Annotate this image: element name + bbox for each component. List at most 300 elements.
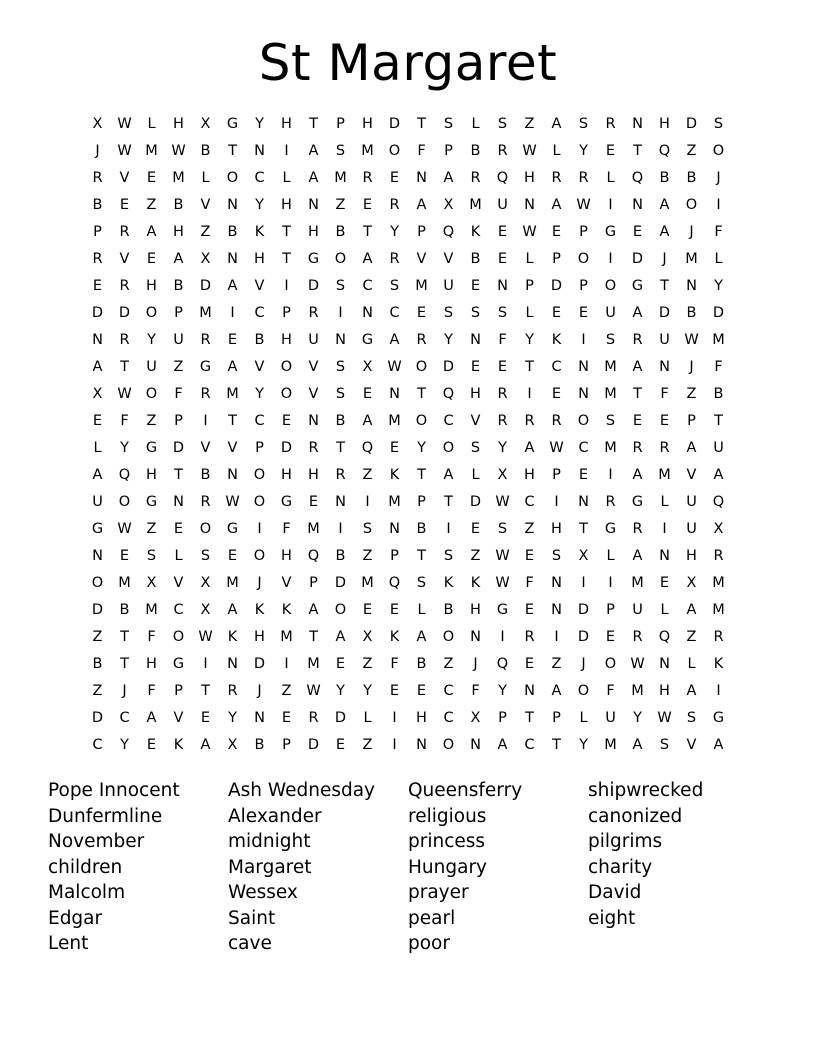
grid-letter: W (117, 116, 132, 132)
grid-letter: P (552, 251, 561, 267)
grid-letter: O (91, 575, 104, 591)
grid-letter: I (203, 413, 208, 429)
grid-letter: A (551, 116, 562, 132)
grid-letter: R (227, 683, 238, 699)
grid-letter: O (388, 143, 401, 159)
grid-letter: X (200, 116, 211, 132)
grid-letter: B (335, 224, 346, 240)
grid-letter: R (605, 494, 616, 510)
grid-letter: G (226, 116, 239, 132)
grid-letter: X (92, 386, 103, 402)
grid-row (84, 624, 732, 651)
grid-letter: A (659, 197, 670, 213)
grid-letter: H (686, 548, 697, 564)
grid-letter: B (443, 602, 454, 618)
grid-letter: D (577, 629, 590, 645)
grid-letter: V (200, 197, 211, 213)
grid-row (84, 516, 732, 543)
grid-letter: M (604, 737, 617, 753)
grid-letter: Y (255, 197, 264, 213)
grid-letter: Q (496, 170, 509, 186)
grid-letter: R (632, 629, 643, 645)
grid-row (84, 219, 732, 246)
grid-letter: O (442, 629, 455, 645)
grid-letter: M (226, 386, 239, 402)
grid-letter: U (308, 332, 319, 348)
grid-row (84, 111, 732, 138)
grid-letter: L (714, 251, 723, 267)
grid-letter: Y (336, 683, 345, 699)
grid-letter: N (227, 467, 238, 483)
grid-letter: I (581, 575, 586, 591)
word-column (48, 778, 228, 957)
grid-letter: Z (443, 656, 454, 672)
grid-letter: B (200, 467, 211, 483)
grid-letter: N (173, 494, 184, 510)
grid-letter: S (659, 737, 670, 753)
grid-letter: A (308, 143, 319, 159)
grid-letter: T (579, 521, 588, 537)
grid-letter: M (712, 602, 725, 618)
grid-letter: R (524, 629, 535, 645)
grid-letter: N (659, 548, 670, 564)
grid-letter: A (416, 629, 427, 645)
grid-letter: L (606, 548, 615, 564)
grid-letter: T (282, 224, 291, 240)
word-column (588, 778, 768, 957)
grid-letter: N (686, 278, 697, 294)
grid-letter: W (387, 359, 402, 375)
grid-letter: M (361, 575, 374, 591)
grid-letter: I (554, 494, 559, 510)
grid-letter: W (522, 224, 537, 240)
grid-letter: E (281, 413, 292, 429)
grid-letter: E (362, 386, 373, 402)
grid-letter: W (576, 197, 591, 213)
grid-letter: E (605, 143, 616, 159)
grid-letter: T (174, 467, 183, 483)
grid-letter: Y (633, 710, 642, 726)
grid-letter: P (579, 278, 588, 294)
grid-letter: S (713, 116, 724, 132)
grid-letter: I (527, 386, 532, 402)
word-list-item: eight (588, 907, 636, 929)
grid-letter: N (227, 197, 238, 213)
grid-letter: Z (362, 467, 373, 483)
grid-letter: E (146, 251, 157, 267)
grid-letter: S (497, 116, 508, 132)
grid-letter: X (362, 359, 373, 375)
grid-letter: G (145, 494, 158, 510)
grid-letter: A (632, 548, 643, 564)
grid-letter: Y (390, 224, 399, 240)
grid-letter: B (254, 737, 265, 753)
grid-letter: C (254, 170, 265, 186)
grid-letter: R (632, 332, 643, 348)
grid-letter: H (551, 521, 562, 537)
grid-letter: L (471, 116, 480, 132)
grid-letter: Q (361, 440, 374, 456)
grid-letter: A (227, 359, 238, 375)
grid-letter: K (227, 629, 238, 645)
grid-letter: E (308, 494, 319, 510)
grid-letter: T (552, 737, 561, 753)
word-list-item: princess (408, 831, 486, 852)
grid-letter: M (307, 521, 320, 537)
grid-letter: W (306, 683, 321, 699)
grid-letter: H (281, 332, 292, 348)
grid-letter: N (227, 251, 238, 267)
grid-letter: P (174, 413, 183, 429)
grid-letter: R (659, 440, 670, 456)
grid-letter: X (443, 197, 454, 213)
grid-letter: Z (686, 629, 697, 645)
grid-letter: O (145, 305, 158, 321)
grid-letter: X (470, 710, 481, 726)
grid-letter: A (146, 224, 157, 240)
grid-letter: H (362, 116, 373, 132)
grid-letter: Z (146, 521, 157, 537)
grid-letter: V (443, 251, 454, 267)
grid-letter: B (173, 278, 184, 294)
grid-letter: E (551, 305, 562, 321)
grid-letter: H (659, 683, 670, 699)
grid-letter: Q (118, 467, 131, 483)
grid-letter: S (335, 386, 346, 402)
grid-row (84, 192, 732, 219)
grid-letter: E (119, 548, 130, 564)
grid-letter: A (92, 359, 103, 375)
grid-letter: P (525, 278, 534, 294)
grid-letter: B (173, 197, 184, 213)
word-list-item: Lent (48, 933, 89, 954)
grid-letter: P (174, 305, 183, 321)
grid-letter: N (470, 737, 481, 753)
grid-letter: L (174, 548, 183, 564)
grid-letter: T (417, 116, 426, 132)
grid-letter: U (443, 278, 454, 294)
grid-letter: V (686, 737, 697, 753)
word-column (228, 778, 408, 957)
grid-letter: A (497, 737, 508, 753)
grid-letter: O (280, 359, 293, 375)
grid-letter: R (389, 251, 400, 267)
grid-letter: G (226, 521, 239, 537)
grid-letter: I (338, 305, 343, 321)
grid-letter: H (146, 278, 157, 294)
grid-letter: R (470, 170, 481, 186)
grid-row (84, 273, 732, 300)
grid-letter: S (605, 332, 616, 348)
grid-letter: J (257, 575, 262, 591)
grid-row (84, 732, 732, 759)
grid-letter: R (605, 116, 616, 132)
grid-letter: O (577, 251, 590, 267)
grid-letter: J (581, 656, 586, 672)
grid-letter: Y (255, 116, 264, 132)
grid-letter: R (92, 170, 103, 186)
grid-letter: M (415, 278, 428, 294)
grid-letter: D (199, 278, 212, 294)
grid-letter: F (714, 359, 723, 375)
grid-letter: R (119, 332, 130, 348)
grid-letter: O (334, 251, 347, 267)
grid-letter: F (417, 143, 426, 159)
grid-letter: K (173, 737, 184, 753)
grid-letter: F (714, 224, 723, 240)
grid-letter: L (606, 170, 615, 186)
grid-letter: T (228, 143, 237, 159)
grid-row (84, 354, 732, 381)
grid-letter: N (254, 143, 265, 159)
grid-letter: G (199, 359, 212, 375)
grid-letter: E (281, 710, 292, 726)
grid-letter: C (551, 359, 562, 375)
grid-letter: D (712, 305, 725, 321)
grid-letter: O (280, 386, 293, 402)
grid-letter: U (605, 305, 616, 321)
grid-letter: E (551, 224, 562, 240)
grid-letter: E (92, 278, 103, 294)
grid-letter: B (92, 197, 103, 213)
grid-letter: C (443, 413, 454, 429)
grid-letter: T (228, 413, 237, 429)
grid-letter: D (334, 575, 347, 591)
grid-row (84, 408, 732, 435)
grid-letter: S (497, 521, 508, 537)
grid-letter: E (146, 737, 157, 753)
word-list-item: November (48, 831, 145, 852)
grid-letter: N (578, 494, 589, 510)
grid-letter: X (227, 737, 238, 753)
grid-letter: W (549, 440, 564, 456)
grid-letter: S (470, 440, 481, 456)
grid-letter: E (605, 629, 616, 645)
grid-letter: L (363, 710, 372, 726)
grid-letter: A (200, 737, 211, 753)
grid-letter: I (662, 521, 667, 537)
grid-letter: R (335, 467, 346, 483)
grid-letter: R (119, 224, 130, 240)
grid-letter: M (712, 332, 725, 348)
grid-letter: J (122, 683, 127, 699)
grid-letter: O (253, 467, 266, 483)
grid-letter: P (282, 305, 291, 321)
word-list-item: religious (408, 805, 487, 827)
grid-letter: O (199, 521, 212, 537)
grid-letter: M (172, 170, 185, 186)
grid-letter: C (254, 305, 265, 321)
grid-letter: E (524, 602, 535, 618)
grid-letter: N (659, 359, 670, 375)
grid-letter: W (117, 521, 132, 537)
word-list-item: Queensferry (408, 780, 523, 801)
grid-letter: R (497, 386, 508, 402)
grid-letter: I (284, 143, 289, 159)
grid-row (84, 165, 732, 192)
grid-letter: E (470, 359, 481, 375)
grid-letter: W (630, 656, 645, 672)
grid-letter: A (632, 737, 643, 753)
word-list-item: David (588, 882, 642, 903)
grid-letter: C (173, 602, 184, 618)
grid-letter: M (226, 575, 239, 591)
grid-letter: V (308, 386, 319, 402)
grid-letter: Y (714, 278, 723, 294)
grid-letter: D (253, 656, 266, 672)
grid-letter: M (334, 170, 347, 186)
grid-letter: R (308, 440, 319, 456)
grid-letter: X (200, 575, 211, 591)
grid-letter: H (281, 548, 292, 564)
grid-letter: W (684, 332, 699, 348)
grid-letter: E (416, 683, 427, 699)
grid-letter: L (471, 467, 480, 483)
grid-letter: I (608, 197, 613, 213)
grid-letter: N (578, 386, 589, 402)
grid-letter: D (307, 737, 320, 753)
grid-letter: C (443, 683, 454, 699)
grid-letter: M (658, 467, 671, 483)
grid-letter: A (551, 683, 562, 699)
word-list (48, 778, 768, 957)
grid-letter: Z (470, 548, 481, 564)
grid-letter: Z (92, 629, 103, 645)
grid-letter: P (606, 602, 615, 618)
grid-letter: G (496, 602, 509, 618)
grid-letter: Y (147, 332, 156, 348)
grid-letter: O (145, 386, 158, 402)
grid-row (84, 597, 732, 624)
grid-letter: D (118, 305, 131, 321)
grid-letter: Y (363, 683, 372, 699)
grid-letter: S (443, 548, 454, 564)
grid-letter: R (713, 629, 724, 645)
grid-letter: B (659, 170, 670, 186)
grid-letter: N (92, 332, 103, 348)
grid-letter: A (416, 197, 427, 213)
grid-letter: T (660, 278, 669, 294)
grid-letter: F (174, 386, 183, 402)
grid-letter: L (93, 440, 102, 456)
grid-letter: M (631, 575, 644, 591)
grid-letter: M (685, 251, 698, 267)
grid-letter: S (335, 143, 346, 159)
grid-row (84, 246, 732, 273)
grid-letter: A (335, 629, 346, 645)
grid-letter: O (172, 629, 185, 645)
grid-letter: F (390, 656, 399, 672)
grid-letter: C (119, 710, 130, 726)
grid-letter: W (117, 143, 132, 159)
grid-letter: A (92, 467, 103, 483)
grid-letter: N (470, 332, 481, 348)
grid-letter: L (579, 710, 588, 726)
grid-letter: R (362, 170, 373, 186)
grid-letter: K (470, 224, 481, 240)
grid-letter: I (446, 521, 451, 537)
word-list-item: Alexander (228, 805, 322, 827)
word-list-item: pearl (408, 907, 456, 929)
grid-letter: D (91, 710, 104, 726)
grid-letter: S (335, 359, 346, 375)
grid-letter: R (578, 170, 589, 186)
grid-letter: F (120, 413, 129, 429)
grid-letter: E (362, 602, 373, 618)
grid-letter: Q (442, 224, 455, 240)
word-list-item: Margaret (228, 856, 312, 878)
grid-letter: V (200, 440, 211, 456)
grid-letter: H (254, 629, 265, 645)
grid-letter: S (497, 305, 508, 321)
grid-letter: L (660, 602, 669, 618)
grid-letter: T (309, 116, 318, 132)
grid-letter: D (685, 116, 698, 132)
grid-letter: O (712, 143, 725, 159)
grid-letter: U (92, 494, 103, 510)
grid-letter: P (417, 224, 426, 240)
grid-letter: Q (712, 494, 725, 510)
grid-letter: A (173, 251, 184, 267)
grid-letter: F (147, 683, 156, 699)
grid-letter: U (605, 710, 616, 726)
grid-letter: A (632, 359, 643, 375)
grid-letter: S (200, 548, 211, 564)
grid-letter: Z (173, 359, 184, 375)
grid-letter: E (416, 305, 427, 321)
grid-letter: S (605, 413, 616, 429)
word-column (408, 778, 588, 957)
grid-letter: W (495, 548, 510, 564)
grid-letter: K (281, 602, 292, 618)
grid-letter: X (713, 521, 724, 537)
grid-letter: V (308, 359, 319, 375)
grid-letter: S (146, 548, 157, 564)
grid-letter: M (361, 143, 374, 159)
grid-letter: I (716, 197, 721, 213)
grid-letter: U (632, 602, 643, 618)
grid-row (84, 489, 732, 516)
grid-letter: U (146, 359, 157, 375)
grid-letter: A (713, 467, 724, 483)
grid-letter: Y (120, 440, 129, 456)
grid-letter: E (524, 656, 535, 672)
grid-letter: F (147, 629, 156, 645)
grid-letter: Y (444, 332, 453, 348)
grid-letter: D (91, 305, 104, 321)
grid-letter: E (578, 305, 589, 321)
word-list-item: Edgar (48, 907, 103, 929)
grid-letter: G (631, 494, 644, 510)
grid-letter: T (714, 413, 723, 429)
grid-letter: E (632, 413, 643, 429)
grid-letter: I (608, 251, 613, 267)
grid-letter: Q (658, 143, 671, 159)
grid-letter: N (227, 656, 238, 672)
word-list-item: shipwrecked (588, 780, 704, 801)
grid-letter: E (497, 224, 508, 240)
grid-letter: N (389, 386, 400, 402)
grid-letter: A (389, 332, 400, 348)
grid-letter: Q (307, 548, 320, 564)
grid-letter: Y (579, 737, 588, 753)
grid-letter: I (608, 467, 613, 483)
grid-letter: M (388, 413, 401, 429)
grid-letter: E (659, 413, 670, 429)
word-list-item: midnight (228, 831, 311, 852)
grid-letter: D (172, 440, 185, 456)
grid-letter: N (254, 710, 265, 726)
